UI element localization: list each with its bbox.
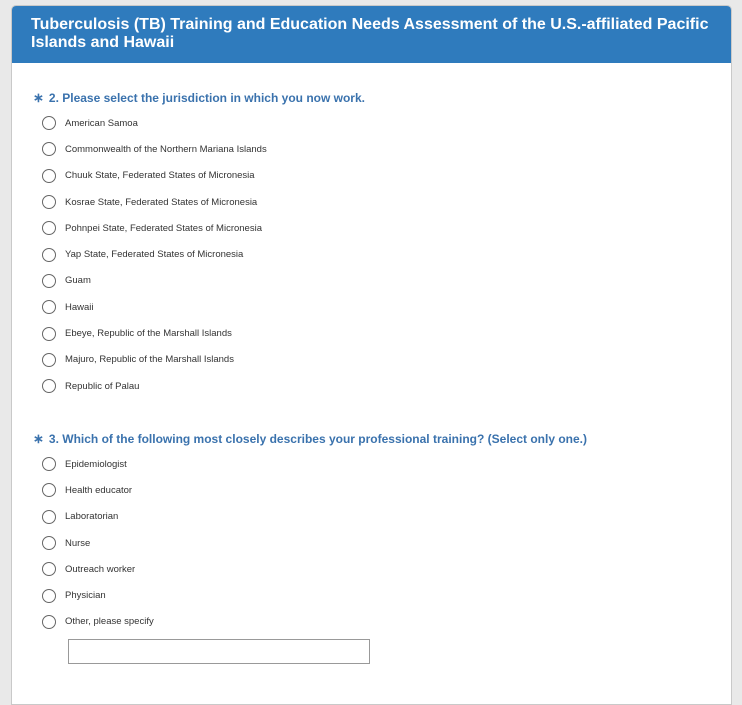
radio-button[interactable] [42, 300, 56, 314]
radio-button[interactable] [42, 536, 56, 550]
radio-button[interactable] [42, 116, 56, 130]
option-label: Nurse [65, 537, 91, 549]
radio-button[interactable] [42, 457, 56, 471]
radio-button[interactable] [42, 327, 56, 341]
radio-button[interactable] [42, 169, 56, 183]
radio-option-physician[interactable] [42, 582, 154, 608]
radio-option-laboratorian[interactable] [42, 504, 154, 530]
option-label: American Samoa [65, 117, 138, 129]
radio-option-yap[interactable] [42, 241, 267, 267]
radio-option-ebeye[interactable] [42, 320, 267, 346]
question-2-text: 2. Please select the jurisdiction in which you now work. [48, 91, 365, 105]
question-3-prompt [33, 431, 587, 447]
option-label: Outreach worker [65, 563, 136, 575]
question-3-options [42, 451, 154, 635]
radio-option-american-samoa[interactable] [42, 110, 267, 136]
radio-button[interactable] [42, 589, 56, 603]
option-label: Ebeye, Republic of the Marshall Islands [65, 328, 232, 340]
radio-button[interactable] [42, 248, 56, 262]
radio-option-health-educator[interactable] [42, 477, 154, 503]
radio-button[interactable] [42, 615, 56, 629]
radio-option-kosrae[interactable] [42, 189, 267, 215]
question-2-prompt [33, 90, 365, 106]
survey-title: Tuberculosis (TB) Training and Education Needs Assessment of the U.S.-affiliated Pacific Islands and Hawaii [12, 6, 731, 63]
radio-button[interactable] [42, 510, 56, 524]
radio-option-guam[interactable] [42, 268, 267, 294]
radio-option-majuro[interactable] [42, 347, 267, 373]
option-label: Chuuk State, Federated States of Micronesia [65, 170, 255, 182]
option-label: Guam [65, 275, 91, 287]
radio-option-other[interactable] [42, 609, 154, 635]
question-2-options [42, 110, 267, 399]
other-specify-input[interactable] [68, 639, 370, 664]
radio-button[interactable] [42, 483, 56, 497]
radio-option-pohnpei[interactable] [42, 215, 267, 241]
radio-button[interactable] [42, 353, 56, 367]
option-label: Health educator [65, 484, 133, 496]
option-label: Commonwealth of the Northern Mariana Islands [65, 143, 267, 155]
radio-option-epidemiologist[interactable] [42, 451, 154, 477]
radio-option-cnmi[interactable] [42, 136, 267, 162]
radio-option-palau[interactable] [42, 373, 267, 399]
radio-option-outreach-worker[interactable] [42, 556, 154, 582]
option-label: Pohnpei State, Federated States of Micronesia [65, 222, 262, 234]
required-asterisk: ∗ [33, 90, 44, 105]
option-label: Republic of Palau [65, 380, 140, 392]
radio-button[interactable] [42, 142, 56, 156]
radio-button[interactable] [42, 274, 56, 288]
radio-option-chuuk[interactable] [42, 163, 267, 189]
radio-button[interactable] [42, 562, 56, 576]
survey-card [11, 5, 732, 705]
option-label: Physician [65, 590, 106, 602]
question-3-text: 3. Which of the following most closely describes your professional training? (Select only one.) [48, 432, 587, 446]
option-label: Laboratorian [65, 511, 119, 523]
option-label: Majuro, Republic of the Marshall Islands [65, 354, 234, 366]
option-label: Epidemiologist [65, 458, 127, 470]
radio-option-hawaii[interactable] [42, 294, 267, 320]
radio-button[interactable] [42, 195, 56, 209]
option-label: Kosrae State, Federated States of Micronesia [65, 196, 258, 208]
option-label: Hawaii [65, 301, 94, 313]
radio-button[interactable] [42, 379, 56, 393]
radio-button[interactable] [42, 221, 56, 235]
option-label: Other, please specify [65, 616, 154, 628]
required-asterisk: ∗ [33, 431, 44, 446]
radio-option-nurse[interactable] [42, 530, 154, 556]
option-label: Yap State, Federated States of Micronesia [65, 249, 244, 261]
